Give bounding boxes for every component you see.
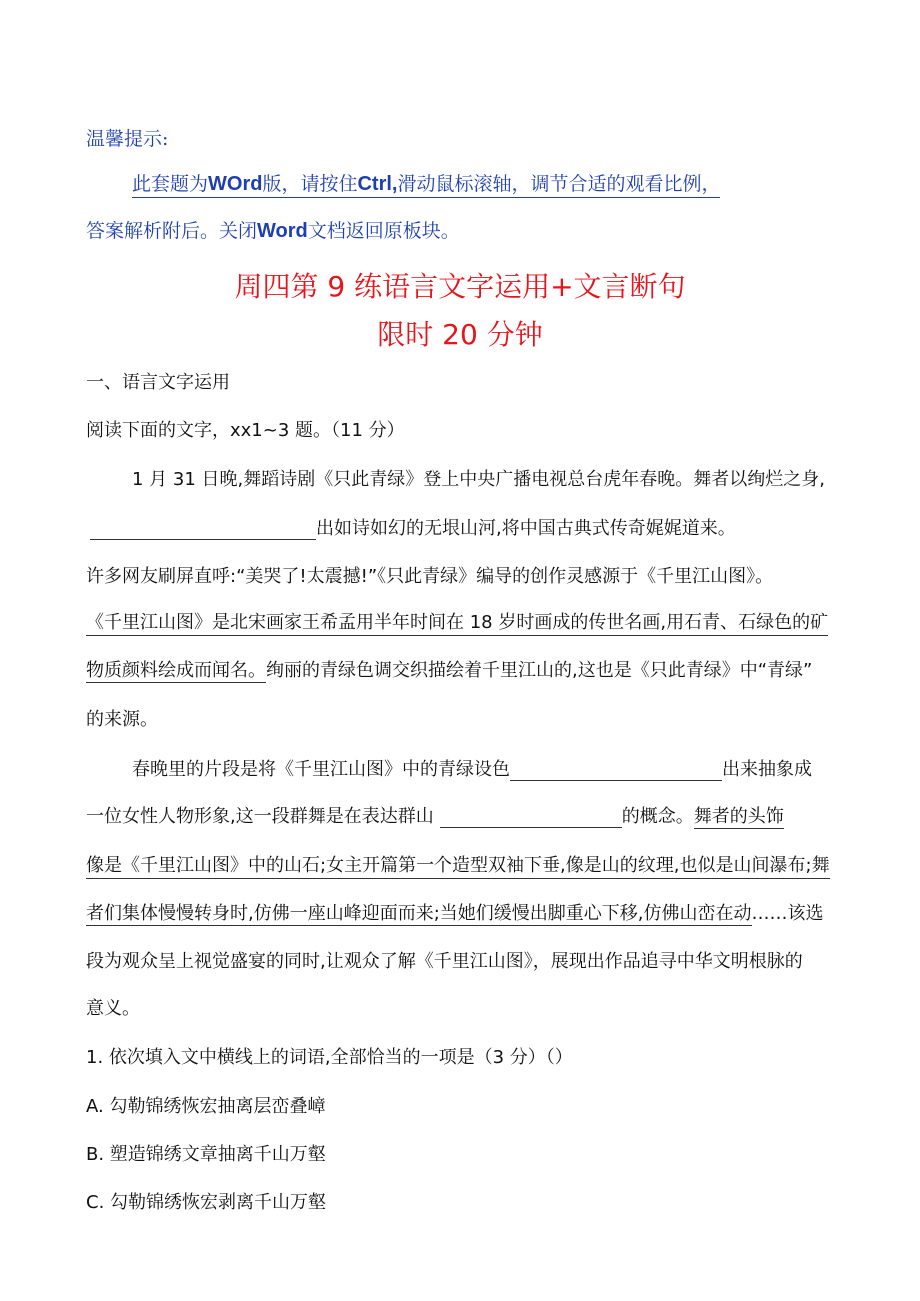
passage-p3-line4-rest: ……该选 (751, 903, 824, 924)
question-1-option-c: C. 勾勒锦绣恢宏剥离千山万壑 (86, 1192, 327, 1213)
tip-text-1b: 版，请按住 (262, 173, 358, 195)
fill-blank-3 (440, 809, 622, 828)
passage-p3-line4-underlined: 者们集体慢慢转身时,仿佛一座山峰迎面而来;当她们缓慢出脚重心下移,仿佛山峦在动 (86, 903, 752, 924)
passage-p2-line1: 许多网友刷屏直呼:“美哭了!太震撼!”《只此青绿》编导的创作灵感源于《千里江山图》。 (86, 566, 774, 587)
passage-p2-line2: 《千里江山图》是北宋画家王希孟用半年时间在 18 岁时画成的传世名画,用石青、石绿色的矿 (86, 612, 828, 636)
question-1-option-a: A. 勾勒锦绣恢宏抽离层峦叠嶂 (86, 1096, 326, 1117)
page-title: 周四第 9 练语言文字运用+文言断句 (234, 270, 686, 303)
passage-p2-line3-rest: 绚丽的青绿色调交织描绘着千里江山的,这也是《只此青绿》中“青绿” (266, 660, 813, 681)
question-1-option-b: B. 塑造锦绣文章抽离千山万壑 (86, 1144, 326, 1165)
tip-link-text[interactable] (132, 173, 720, 198)
tip-line-1 (132, 169, 720, 196)
passage-p3-line3: 像是《千里江山图》中的山石;女主开篇第一个造型双袖下垂,像是山的纹理,也似是山间瀑布;舞 (86, 855, 830, 879)
passage-p2-line3-underlined: 物质颜料绘成而闻名。 (86, 660, 266, 681)
passage-p3-line2-b: 的概念。 (621, 806, 694, 827)
section-heading: 一、语言文字运用 (86, 372, 230, 393)
passage-p3-line4 (86, 903, 824, 925)
fill-blank-2 (510, 762, 722, 781)
tip-word-label-2: Word (257, 220, 308, 242)
page-subtitle: 限时 20 分钟 (377, 318, 543, 351)
tip-heading: 温馨提示: (86, 128, 169, 150)
passage-p1-line2 (90, 518, 736, 540)
passage-p1-line1: 1 月 31 日晚,舞蹈诗剧《只此青绿》登上中央广播电视总台虎年春晚。舞者以绚烂之身, (132, 469, 825, 490)
passage-p3-line5: 段为观众呈上视觉盛宴的同时,让观众了解《千里江山图》，展现出作品追寻中华文明根脉的 (86, 951, 803, 972)
passage-p2-line3 (86, 660, 812, 682)
passage-p3-line2 (86, 806, 784, 828)
tip-text-1a: 此套题为 (132, 173, 209, 195)
tip-text-1c: 滑动鼠标滚轴，调节合适的观看比例， (397, 173, 721, 195)
section-instruction: 阅读下面的文字，xx1~3 题。（11 分） (86, 420, 405, 441)
passage-p3-line6: 意义。 (86, 998, 140, 1019)
tip-text-2b: 文档返回原板块。 (307, 220, 460, 242)
fill-blank-1 (90, 521, 316, 540)
tip-ctrl-label: Ctrl, (357, 173, 398, 195)
passage-p3-line1 (132, 759, 812, 781)
tip-text-2a: 答案解析附后。关闭 (86, 220, 258, 242)
passage-p3-line2-a: 一位女性人物形象,这一段群舞是在表达群山 (86, 806, 434, 827)
passage-p1-line2-text: 出如诗如幻的无垠山河,将中国古典式传奇娓娓道来。 (316, 518, 736, 539)
question-1-stem: 1. 依次填入文中横线上的词语,全部恰当的一项是（3 分）（） (86, 1047, 573, 1068)
passage-p3-line1-b: 出来抽象成 (722, 759, 812, 780)
tip-line-2 (86, 216, 460, 243)
passage-p3-line1-a: 春晚里的片段是将《千里江山图》中的青绿设色 (132, 759, 510, 780)
tip-word-label: WOrd (208, 173, 263, 195)
passage-p3-line2-underlined: 舞者的头饰 (693, 806, 784, 827)
passage-p2-line4: 的来源。 (86, 709, 158, 730)
